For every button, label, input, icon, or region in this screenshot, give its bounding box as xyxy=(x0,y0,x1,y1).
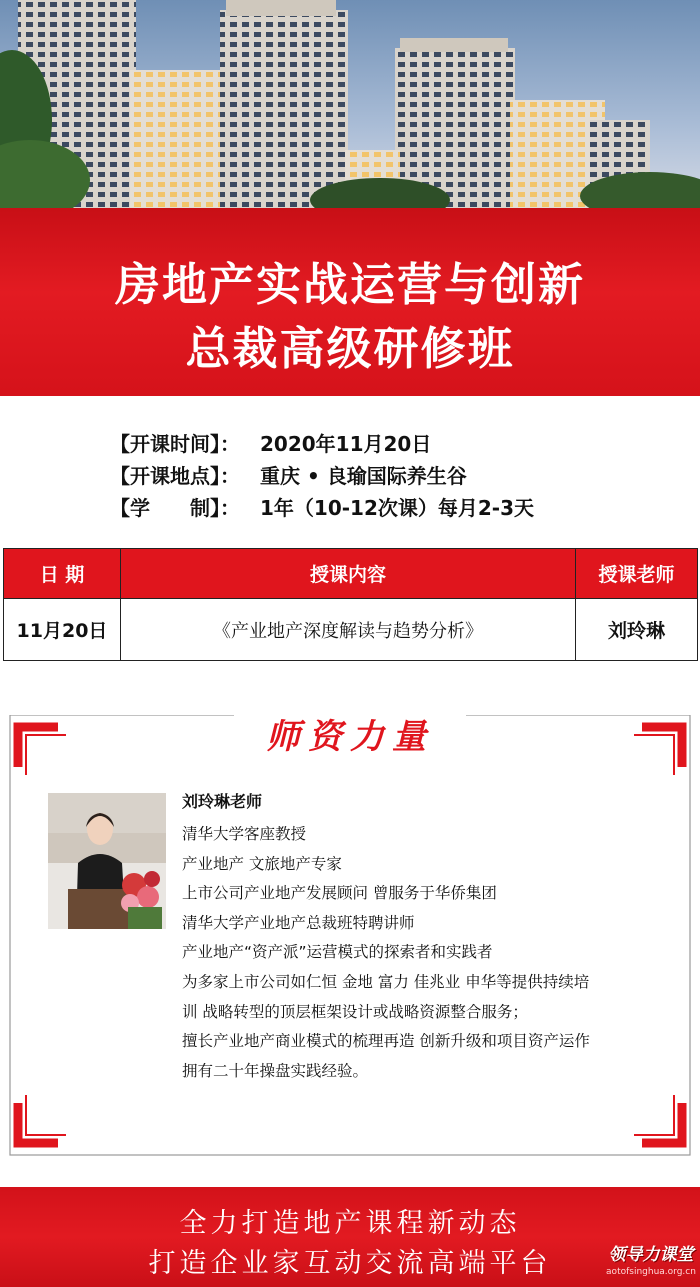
bio-line: 训 战略转型的顶层框架设计或战略资源整合服务； xyxy=(182,1002,528,1021)
info-label: 【开课时间】： xyxy=(110,432,240,456)
info-row-location xyxy=(110,460,670,492)
header-date: 日 期 xyxy=(4,549,121,599)
bio-line: 为多家上市公司如仁恒 金地 富力 佳兆业 申华等提供持续培 xyxy=(182,972,590,991)
header-teacher: 授课老师 xyxy=(576,549,698,599)
cell-content: 《产业地产深度解读与趋势分析》 xyxy=(121,599,576,661)
bio-line: 清华大学客座教授 xyxy=(182,825,307,843)
footer-slogan-1: 全力打造地产课程新动态 xyxy=(179,1208,521,1239)
teacher-bio xyxy=(182,789,672,1086)
info-value: 重庆 • 良瑜国际养生谷 xyxy=(260,464,467,488)
brand-logo xyxy=(604,1240,698,1285)
bio-line: 清华大学产业地产总裁班特聘讲师 xyxy=(182,913,415,932)
footer-slogan-2: 打造企业家互动交流高端平台 xyxy=(148,1248,552,1279)
hero-building-photo xyxy=(0,0,700,208)
bio-line: 擅长产业地产商业模式的梳理再造 创新升级和项目资产运作 xyxy=(182,1032,590,1051)
faculty-section xyxy=(8,715,692,1157)
bio-line: 产业地产 文旅地产专家 xyxy=(182,854,342,873)
bio-line: 产业地产“资产派”运营模式的探索者和实践者 xyxy=(182,943,493,962)
teacher-name: 刘玲琳老师 xyxy=(182,792,263,811)
logo-url: aotofsinghua.org.cn xyxy=(606,1267,696,1277)
info-label: 【学 制】： xyxy=(110,496,240,520)
cell-date: 11月20日 xyxy=(4,599,121,661)
course-info xyxy=(110,428,670,524)
bio-line: 拥有二十年操盘实践经验。 xyxy=(182,1061,369,1080)
cell-teacher: 刘玲琳 xyxy=(576,599,698,661)
title-banner xyxy=(0,208,700,396)
faculty-heading: 师资力量 xyxy=(234,709,466,757)
header-content: 授课内容 xyxy=(121,549,576,599)
info-row-duration xyxy=(110,492,670,524)
schedule-table xyxy=(3,548,698,661)
table-header-row xyxy=(4,549,698,599)
teacher-photo xyxy=(48,793,166,929)
info-value: 1年（10-12次课）每月2-3天 xyxy=(260,496,535,520)
title-line-2: 总裁高级研修班 xyxy=(185,322,515,375)
info-label: 【开课地点】： xyxy=(110,464,240,488)
logo-text: 领导力课堂 xyxy=(608,1245,694,1265)
footer-banner xyxy=(0,1187,700,1287)
info-row-start-time xyxy=(110,428,670,460)
bio-line: 上市公司产业地产发展顾问 曾服务于华侨集团 xyxy=(182,884,497,903)
table-row xyxy=(4,599,698,661)
title-line-1: 房地产实战运营与创新 xyxy=(114,258,585,311)
info-value: 2020年11月20日 xyxy=(260,432,432,456)
